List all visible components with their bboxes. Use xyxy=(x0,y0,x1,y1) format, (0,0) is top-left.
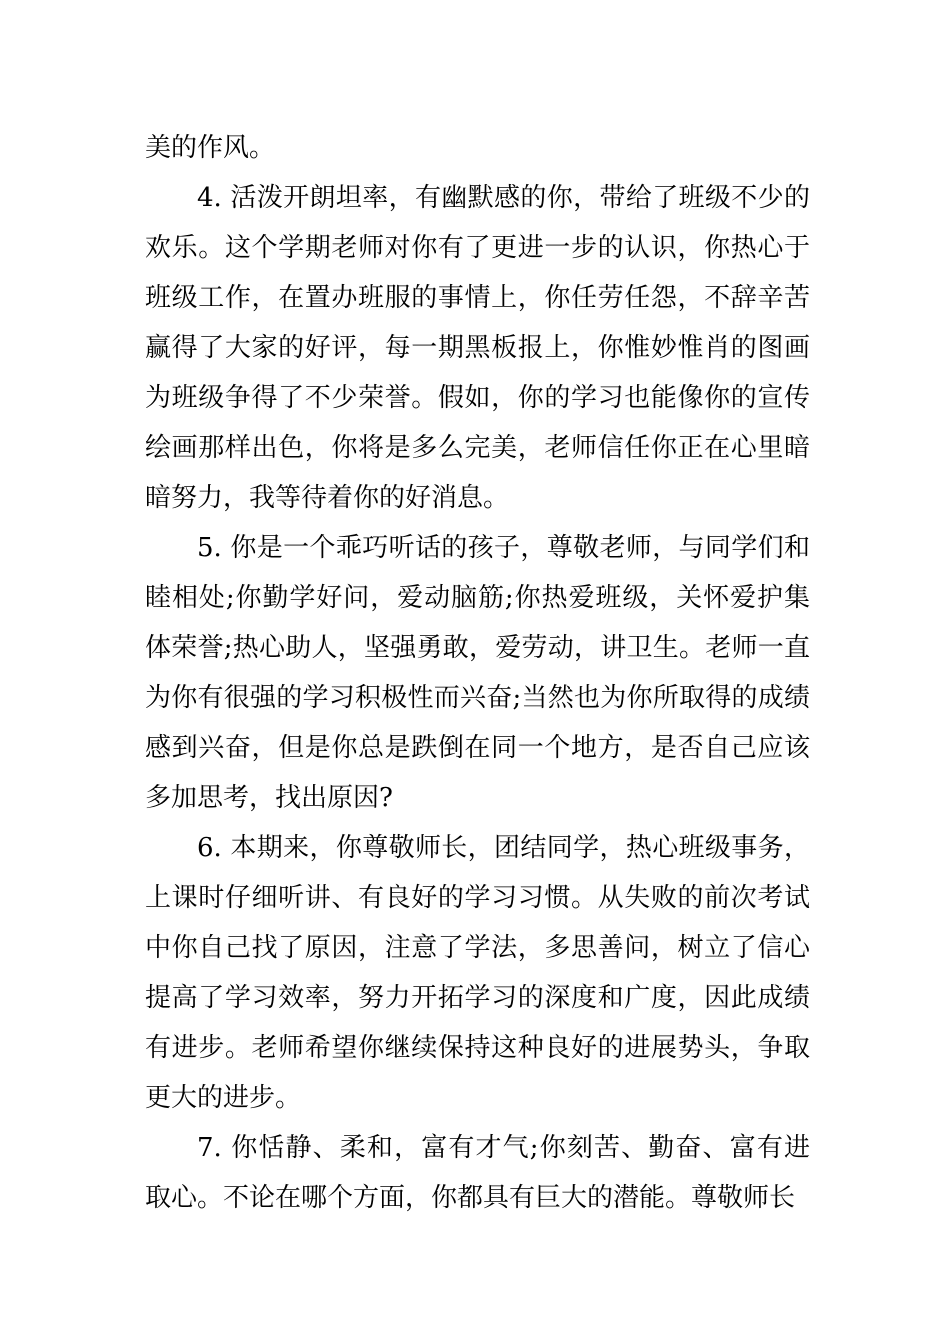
paragraph-item-5: 5. 你是一个乖巧听话的孩子，尊敬老师，与同学们和睦相处;你勤学好问，爱动脑筋;你热爱班级，关怀爱护集体荣誉;热心助人，坚强勇敢，爱劳动，讲卫生。老师一直为你有很强的学习积极性而兴奋;当然也为你所取得的成绩感到兴奋，但是你总是跌倒在同一个地方，是否自己应该多加思考，找出原因? xyxy=(145,533,810,813)
paragraph-item-7: 7. 你恬静、柔和，富有才气;你刻苦、勤奋、富有进取心。不论在哪个方面，你都具有巨大的潜能。尊敬师长 xyxy=(145,1133,810,1213)
document-page xyxy=(145,123,810,1223)
paragraph-continuation: 美的作风。 xyxy=(145,133,276,163)
paragraph-item-4: 4. 活泼开朗坦率，有幽默感的你，带给了班级不少的欢乐。这个学期老师对你有了更进一步的认识，你热心于班级工作，在置办班服的事情上，你任劳任怨，不辞辛苦赢得了大家的好评，每一期黑板报上，你惟妙惟肖的图画为班级争得了不少荣誉。假如，你的学习也能像你的宣传绘画那样出色，你将是多么完美，老师信任你正在心里暗暗努力，我等待着你的好消息。 xyxy=(145,183,810,513)
paragraph-item-6: 6. 本期来，你尊敬师长，团结同学，热心班级事务，上课时仔细听讲、有良好的学习习惯。从失败的前次考试中你自己找了原因，注意了学法，多思善问，树立了信心提高了学习效率，努力开拓学习的深度和广度，因此成绩有进步。老师希望你继续保持这种良好的进展势头，争取更大的进步。 xyxy=(145,833,810,1113)
